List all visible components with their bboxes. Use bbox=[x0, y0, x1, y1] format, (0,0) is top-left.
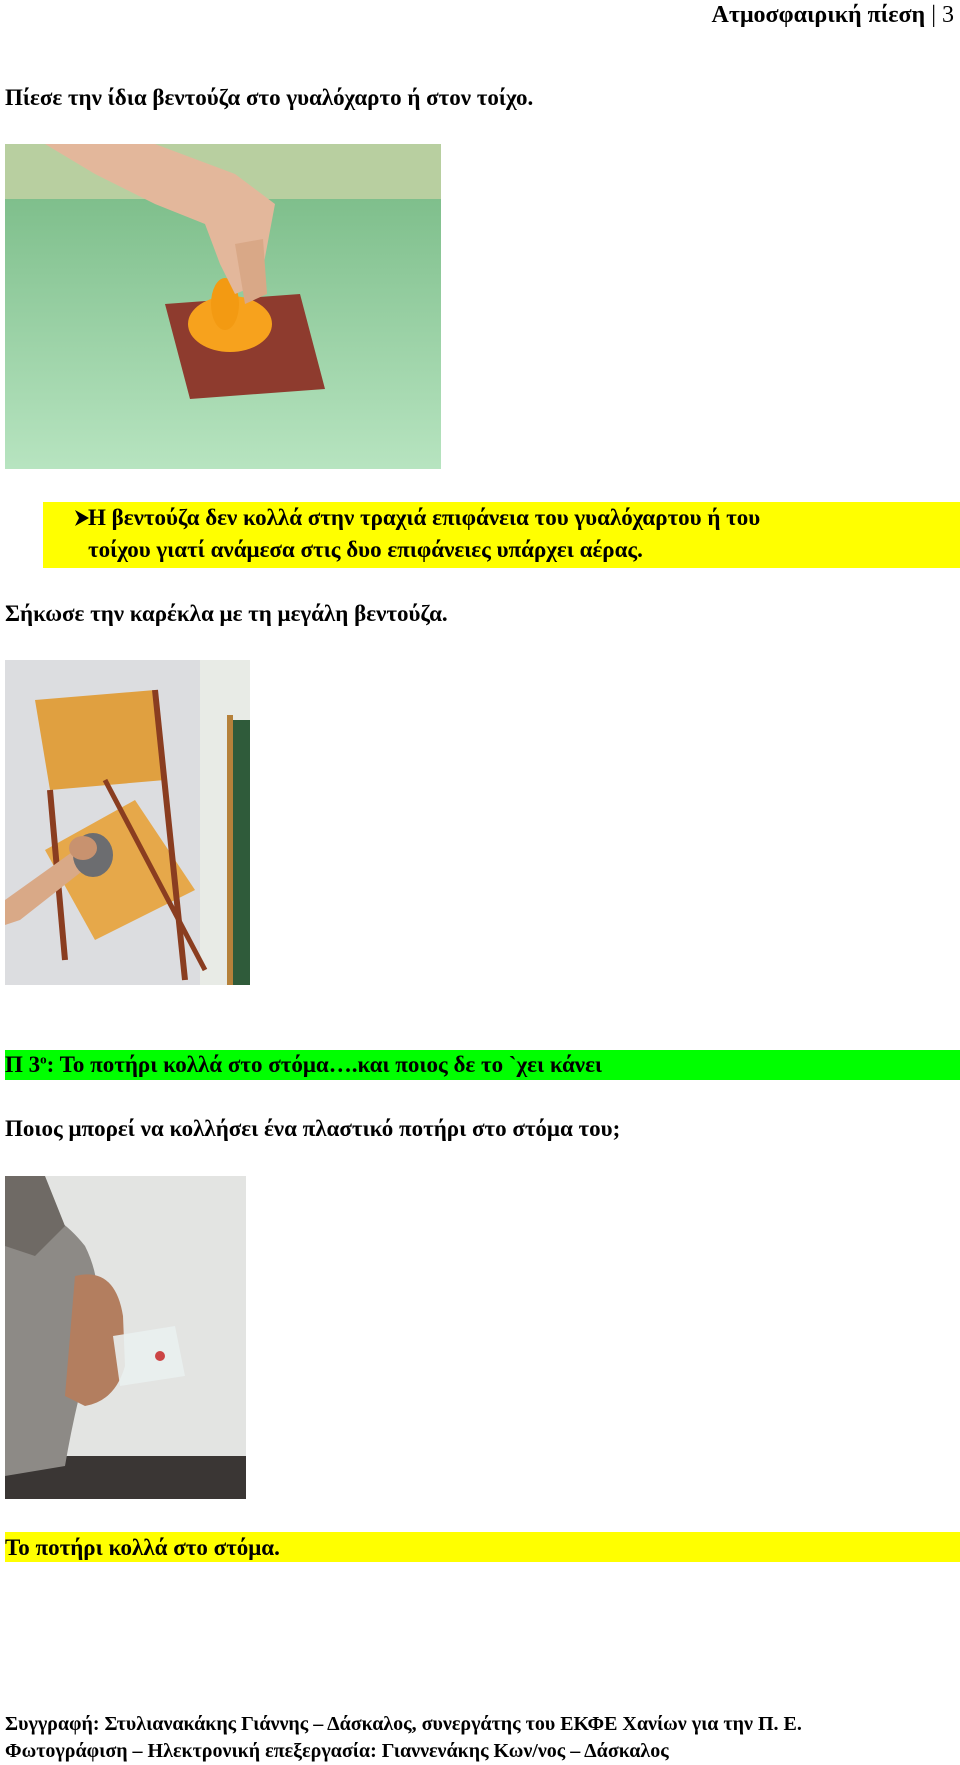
conclusion-text: Το ποτήρι κολλά στο στόμα. bbox=[5, 1535, 280, 1560]
question-text: Ποιος μπορεί να κολλήσει ένα πλαστικό ποτήρι στο στόμα του; bbox=[5, 1116, 621, 1141]
header-title: Ατμοσφαιρική πίεση bbox=[711, 2, 926, 28]
photo-suction-cup-sandpaper bbox=[5, 144, 441, 469]
header-separator: | bbox=[931, 2, 936, 28]
section-superscript: ο bbox=[40, 1051, 47, 1067]
footer-authors: Συγγραφή: Στυλιανακάκης Γιάννης – Δάσκαλος, συνεργάτης του ΕΚΦΕ Χανίων για την Π. Ε. bbox=[5, 1713, 802, 1735]
instruction-suction-cup-sandpaper: Πίεσε την ίδια βεντούζα στο γυαλόχαρτο ή στον τοίχο. bbox=[5, 85, 534, 110]
explanation-line-1: Η βεντούζα δεν κολλά στην τραχιά επιφάνεια του γυαλόχαρτου ή του bbox=[88, 505, 761, 530]
section-prefix: Π 3 bbox=[5, 1052, 41, 1077]
page-header bbox=[712, 0, 954, 30]
photo-cup-on-mouth bbox=[5, 1176, 246, 1499]
explanation-line-2: τοίχου γιατί ανάμεσα στις δυο επιφάνειες υπάρχει αέρας. bbox=[88, 537, 643, 562]
instruction-lift-chair: Σήκωσε την καρέκλα με τη μεγάλη βεντούζα. bbox=[5, 601, 448, 626]
section-title: : Το ποτήρι κολλά στο στόμα….και ποιος δε το `χει κάνει bbox=[46, 1052, 603, 1077]
footer-photography: Φωτογράφιση – Ηλεκτρονική επεξεργασία: Γιαννενάκης Κων/νος – Δάσκαλος bbox=[5, 1740, 669, 1762]
photo-lift-chair bbox=[5, 660, 250, 985]
page-number: 3 bbox=[942, 2, 954, 28]
section-heading bbox=[5, 1051, 602, 1079]
